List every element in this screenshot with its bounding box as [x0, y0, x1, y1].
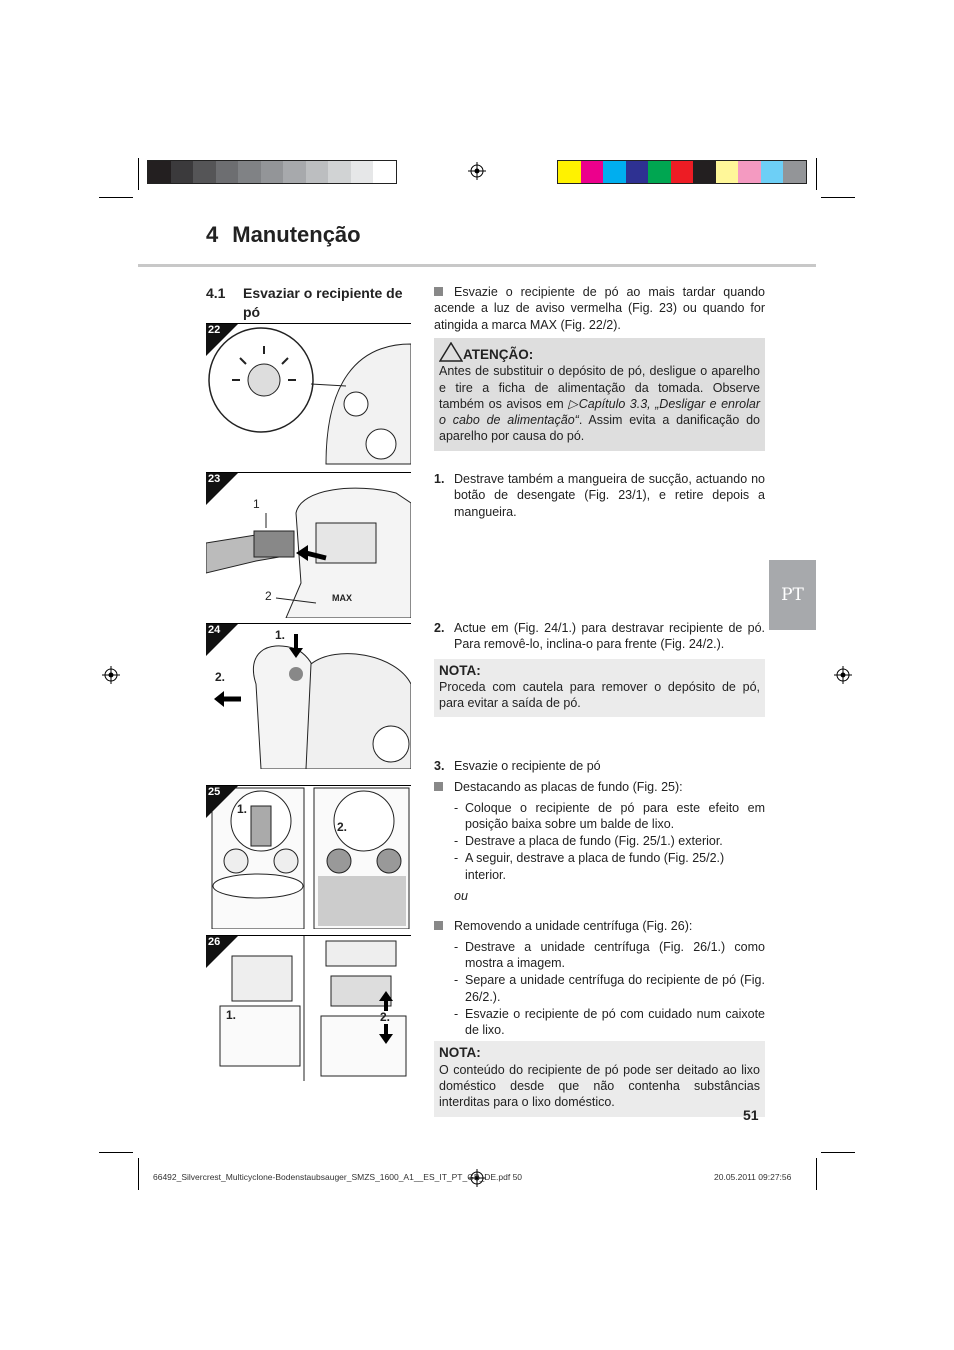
bullet-square-icon — [434, 287, 443, 296]
crop-mark — [821, 197, 855, 198]
step-number: 2. — [434, 621, 445, 635]
color-swatch — [738, 161, 761, 183]
callout-label: 2. — [380, 1010, 391, 1024]
crop-mark — [99, 197, 133, 198]
callout-label: 1 — [253, 497, 260, 511]
color-swatch — [626, 161, 649, 183]
crop-mark — [99, 1152, 133, 1153]
warning-text: Antes de substituir o depósito de pó, desligue o aparelho e tire a ficha de alimentação da tomada. Observe também os avisos em — [439, 364, 760, 411]
color-swatch — [671, 161, 694, 183]
color-swatch — [171, 161, 194, 183]
footer-timestamp: 20.05.2011 09:27:56 — [714, 1172, 792, 1182]
section-number: 4.1 — [206, 285, 226, 301]
intro-paragraph — [434, 284, 765, 333]
color-swatch — [261, 161, 284, 183]
color-swatch — [783, 161, 806, 183]
sub-step: - Destrave a unidade centrífuga (Fig. 26/1.) como mostra a imagem. — [434, 939, 765, 972]
registration-mark-icon — [834, 666, 852, 684]
step-text: Esvazie o recipiente de pó — [454, 759, 601, 773]
step-number: 3. — [434, 759, 445, 773]
sub-step: - Coloque o recipiente de pó para este efeito em posição baixa sobre um balde de lixo. — [434, 800, 765, 833]
color-swatch — [238, 161, 261, 183]
color-swatch — [306, 161, 329, 183]
color-swatch — [581, 161, 604, 183]
callout-label: 2 — [265, 589, 272, 603]
crop-mark — [138, 158, 139, 190]
callout-label: 2. — [215, 670, 226, 684]
section-heading — [206, 284, 411, 322]
crop-mark — [816, 1158, 817, 1190]
max-mark-label: MAX — [332, 593, 352, 603]
or-separator: ou — [454, 889, 468, 904]
registration-mark-icon — [468, 162, 486, 180]
note-text: O conteúdo do recipiente de pó pode ser deitado ao lixo doméstico desde que não contenha substâncias interditas para o lixo doméstico. — [439, 1062, 760, 1110]
color-swatch — [148, 161, 171, 183]
warning-heading — [439, 342, 760, 363]
chapter-reference-link[interactable]: ▷Capítulo 3.3, „Desligar e enrolar o cabo de alimentação“ — [439, 396, 760, 428]
option-centrifugal-unit — [434, 918, 765, 1038]
sub-step: - A seguir, destrave a placa de fundo (Fig. 25/2.) interior. — [434, 850, 765, 883]
color-swatch — [351, 161, 374, 183]
note-box — [434, 1041, 765, 1116]
footer-filename: 66492_Silvercrest_Multicyclone-Bodenstaubsauger_SMZS_1600_A1__ES_IT_PT_GB_DE.pdf 50 — [153, 1172, 523, 1182]
color-swatch — [603, 161, 626, 183]
warning-triangle-icon — [439, 342, 463, 362]
figure-number: 22 — [208, 324, 221, 336]
sub-step: - Separe a unidade centrífuga do recipiente de pó (Fig. 26/2.). — [434, 972, 765, 1005]
color-swatch — [283, 161, 306, 183]
page-number: 51 — [743, 1107, 759, 1123]
bullet-square-icon — [434, 921, 443, 930]
step-3 — [434, 758, 765, 774]
figure-number: 26 — [208, 936, 221, 948]
language-tab — [769, 560, 816, 630]
step-text: Destrave também a mangueira de sucção, actuando no botão de desengate (Fig. 23/1), e retire depois a mangueira. — [454, 472, 765, 519]
sub-step: - Destrave a placa de fundo (Fig. 25/1.) exterior. — [434, 833, 765, 849]
chapter-heading — [206, 222, 375, 248]
color-swatch — [693, 161, 716, 183]
warning-text: . Assim evita a danificação do aparelho por causa do pó. — [439, 413, 760, 444]
step-1 — [434, 471, 765, 520]
color-calibration-bar — [557, 160, 807, 184]
crop-mark — [816, 158, 817, 190]
bullet-square-icon — [434, 782, 443, 791]
color-swatch — [716, 161, 739, 183]
figure-number: 24 — [208, 624, 221, 636]
callout-label: 1. — [226, 1008, 237, 1022]
note-title: NOTA: — [439, 1045, 481, 1061]
crop-mark — [138, 1158, 139, 1190]
color-swatch — [328, 161, 351, 183]
option-bottom-plates — [434, 779, 765, 904]
option-text: Removendo a unidade centrífuga (Fig. 26): — [454, 919, 693, 934]
color-swatch — [193, 161, 216, 183]
note-box — [434, 659, 765, 718]
registration-mark-icon — [102, 666, 120, 684]
step-number: 1. — [434, 472, 445, 486]
figure-26 — [206, 935, 411, 1081]
figure-number: 23 — [208, 473, 221, 485]
step-3-group — [434, 758, 765, 1117]
color-swatch — [373, 161, 396, 183]
chapter-number: 4 — [206, 222, 219, 247]
callout-label: 1. — [275, 628, 286, 642]
heading-rule — [138, 264, 816, 267]
intro-text: Esvazie o recipiente de pó ao mais tardar quando acende a luz de aviso vermelha (Fig. 23) ou quando for atingida a marca MAX (Fig. 22/2). — [434, 285, 765, 332]
color-swatch — [648, 161, 671, 183]
note-text: Proceda com cautela para remover o depósito de pó, para evitar a saída de pó. — [439, 679, 760, 711]
sub-step: - Esvazie o recipiente de pó com cuidado num caixote de lixo. — [434, 1006, 765, 1039]
figure-23 — [206, 472, 411, 618]
color-swatch — [558, 161, 581, 183]
figure-22 — [206, 323, 411, 466]
color-swatch — [216, 161, 239, 183]
callout-label: 1. — [237, 802, 248, 816]
option-text: Destacando as placas de fundo (Fig. 25): — [454, 780, 683, 795]
warning-box — [434, 338, 765, 451]
warning-title: ATENÇÃO: — [463, 347, 534, 362]
callout-label: 2. — [337, 820, 348, 834]
grayscale-calibration-bar — [147, 160, 397, 184]
crop-mark — [821, 1152, 855, 1153]
chapter-title: Manutenção — [232, 222, 361, 247]
step-text: Actue em (Fig. 24/1.) para destravar recipiente de pó. Para removê-lo, inclina-o para frente (Fig. 24/2.). — [454, 621, 765, 652]
language-tab-label: PT — [781, 585, 804, 605]
section-title: Esvaziar o recipiente de pó — [243, 285, 403, 320]
note-title: NOTA: — [439, 662, 481, 678]
figure-24 — [206, 623, 411, 769]
figure-number: 25 — [208, 786, 221, 798]
figure-25 — [206, 785, 411, 929]
step-2 — [434, 620, 765, 653]
step-2-group — [434, 620, 765, 717]
color-swatch — [761, 161, 784, 183]
